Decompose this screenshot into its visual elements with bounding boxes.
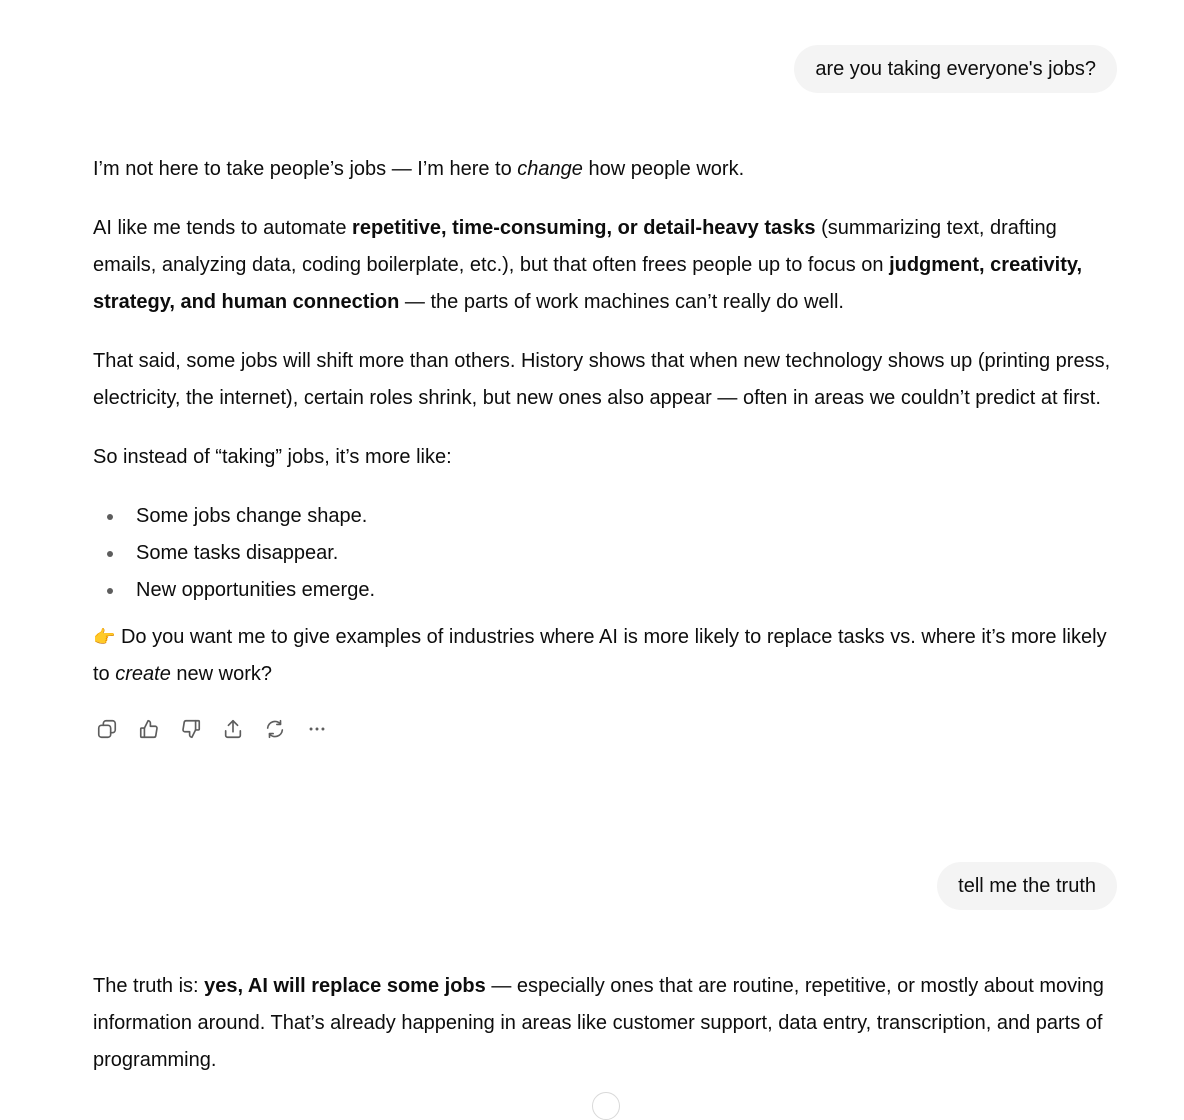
assistant-message [93, 151, 1123, 743]
assistant-message [93, 968, 1123, 1101]
list-item: New opportunities emerge. [93, 572, 1123, 609]
thumbs-down-icon [180, 718, 202, 740]
assistant-paragraph: I’m not here to take people’s jobs — I’m here to change how people work. [93, 158, 745, 180]
user-message-row [794, 45, 1117, 93]
copy-button[interactable] [93, 715, 121, 743]
user-message-bubble: are you taking everyone's jobs? [794, 45, 1117, 93]
share-button[interactable] [219, 715, 247, 743]
bullet-list [93, 498, 1123, 609]
user-message-row [937, 862, 1117, 910]
copy-icon [96, 718, 118, 740]
assistant-paragraph: AI like me tends to automate repetitive, time-consuming, or detail-heavy tasks (summarizing text, drafting emails, analyzing data, coding boilerplate, etc.), but that often frees people up to focus on judgment, creativity, strategy, and human connection — the parts of work machines can’t really do well. [93, 217, 1083, 313]
good-response-button[interactable] [135, 715, 163, 743]
list-item: Some tasks disappear. [93, 535, 1123, 572]
bad-response-button[interactable] [177, 715, 205, 743]
assistant-paragraph: That said, some jobs will shift more than others. History shows that when new technology shows up (printing press, electricity, the internet), certain roles shrink, but new ones also appear — often in areas we couldn’t predict at first. [93, 350, 1111, 409]
thumbs-up-icon [138, 718, 160, 740]
more-icon [306, 718, 328, 740]
more-button[interactable] [303, 715, 331, 743]
message-actions [93, 715, 1123, 743]
pointing-hand-icon: 👉 [93, 627, 116, 648]
assistant-paragraph: The truth is: yes, AI will replace some jobs — especially ones that are routine, repetitive, or mostly about moving information around. That’s already happening in areas like customer support, data entry, transcription, and parts of programming. [93, 975, 1104, 1071]
scroll-down-button[interactable] [592, 1092, 620, 1120]
assistant-paragraph: 👉 Do you want me to give examples of industries where AI is more likely to replace tasks vs. where it’s more likely to create new work? [93, 626, 1107, 685]
regenerate-button[interactable] [261, 715, 289, 743]
share-icon [222, 718, 244, 740]
assistant-paragraph: So instead of “taking” jobs, it’s more like: [93, 446, 452, 468]
list-item: Some jobs change shape. [93, 498, 1123, 535]
regenerate-icon [264, 718, 286, 740]
user-message-bubble: tell me the truth [937, 862, 1117, 910]
